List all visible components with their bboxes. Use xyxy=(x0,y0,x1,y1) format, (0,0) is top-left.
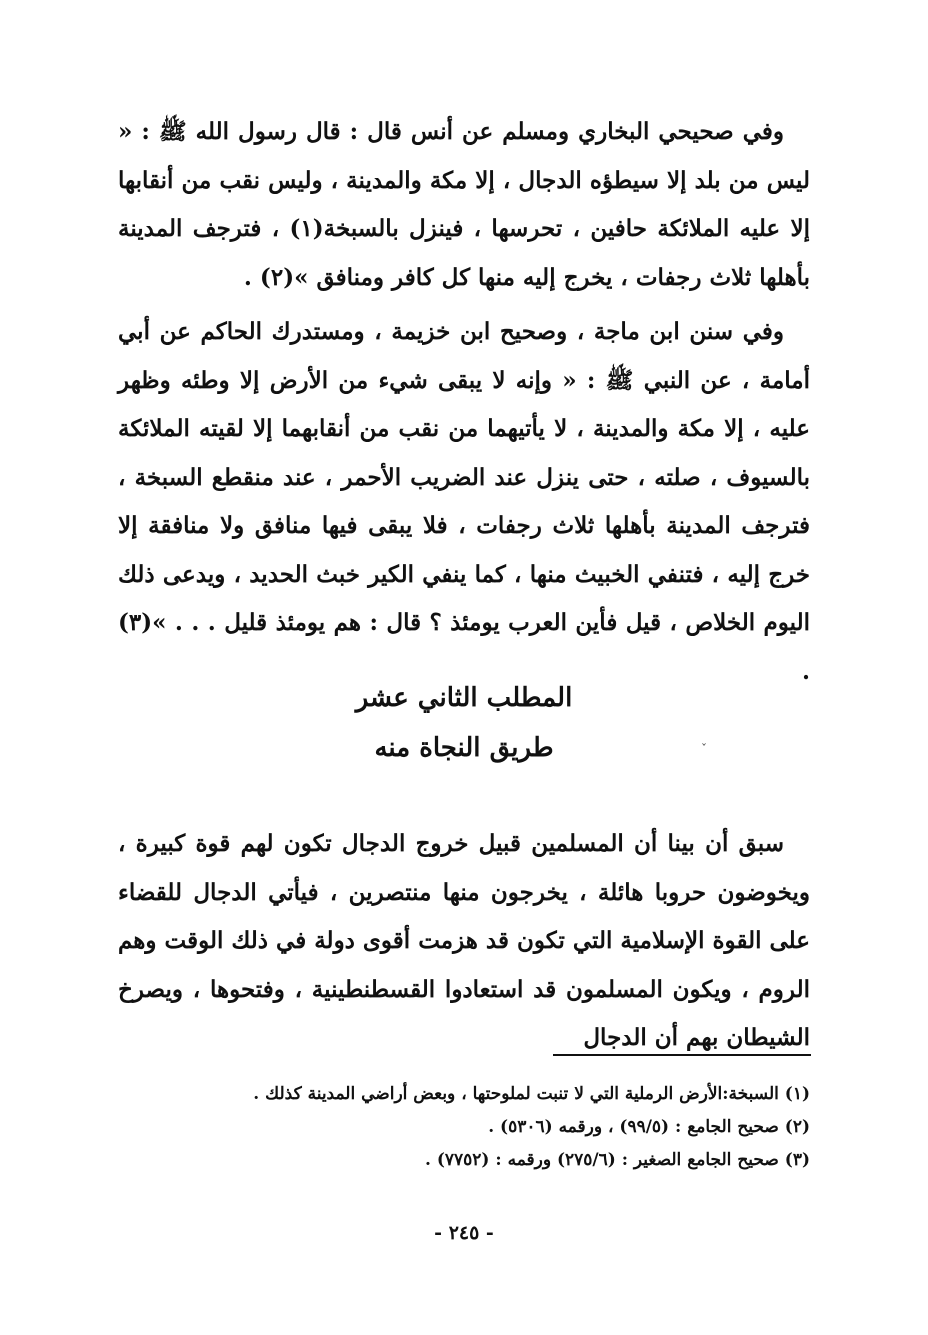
footnote-item: (٣) صحيح الجامع الصغير : (٢٧٥/٦) ورقمه : (٧٧٥٢) . xyxy=(425,1150,810,1170)
section-subheading: طريق النجاة منه xyxy=(374,733,554,763)
body-paragraph-escape-route: سبق أن بينا أن المسلمين قبيل خروج الدجال تكون لهم قوة كبيرة ، ويخوضون حروبا هائلة ، يخرجون منها منتصرين ، فيأتي الدجال للقضاء على القوة الإسلامية التي تكون قد هزمت أقوى دولة في ذلك الوقت وهم الروم ، ويكون المسلمون قد استعادوا القسطنطينية ، وفتحوها ، ويصرخ الشيطان بهم أن الدجال xyxy=(118,830,810,1051)
footnote-item: (١) السبخة:الأرض الرملية التي لا تنبت لملوحتها ، وبعض أراضي المدينة كذلك . xyxy=(253,1084,810,1104)
section-heading: المطلب الثاني عشر xyxy=(355,683,573,713)
footnote-item: (٢) صحيح الجامع : (٩٩/٥) ، ورقمه (٥٣٠٦) . xyxy=(488,1117,810,1137)
footnotes-list xyxy=(118,1078,810,1177)
footnote-divider xyxy=(553,1054,811,1056)
page-number: - ٢٤٥ - xyxy=(434,1222,494,1244)
body-paragraph-ibn-majah: وفي سنن ابن ماجة ، وصحيح ابن خزيمة ، ومستدرك الحاكم عن أبي أمامة ، عن النبي ﷺ : « وإنه لا يبقى شيء من الأرض إلا وطئه وظهر عليه ، إلا مكة والمدينة ، لا يأتيهما من نقب من أنقابهما إلا لقيته الملائكة بالسيوف ، صلته ، حتى ينزل عند الضريب الأحمر ، عند منقطع السبخة ، فترجف المدينة بأهلها ثلاث رجفات ، فلا يبقى فيها منافق ولا منافقة إلا خرج إليه ، فتنفي الخبيث منها ، كما ينفي الكير خبث الحديد ، ويدعى ذلك اليوم الخلاص ، قيل فأين العرب يومئذ ؟ قال : هم يومئذ قليل . . . »(٣) . xyxy=(118,318,810,685)
print-speck-mark: ˇ xyxy=(701,742,707,756)
body-paragraph-bukhari-muslim: وفي صحيحي البخاري ومسلم عن أنس قال : قال رسول الله ﷺ : « ليس من بلد إلا سيطؤه الدجال ، إلا مكة والمدينة ، وليس نقب من أنقابها إلا عليه الملائكة حافين ، تحرسها ، فينزل بالسبخة(١) ، فترجف المدينة بأهلها ثلاث رجفات ، يخرج إليه منها كل كافر ومنافق »(٢) . xyxy=(118,118,811,291)
